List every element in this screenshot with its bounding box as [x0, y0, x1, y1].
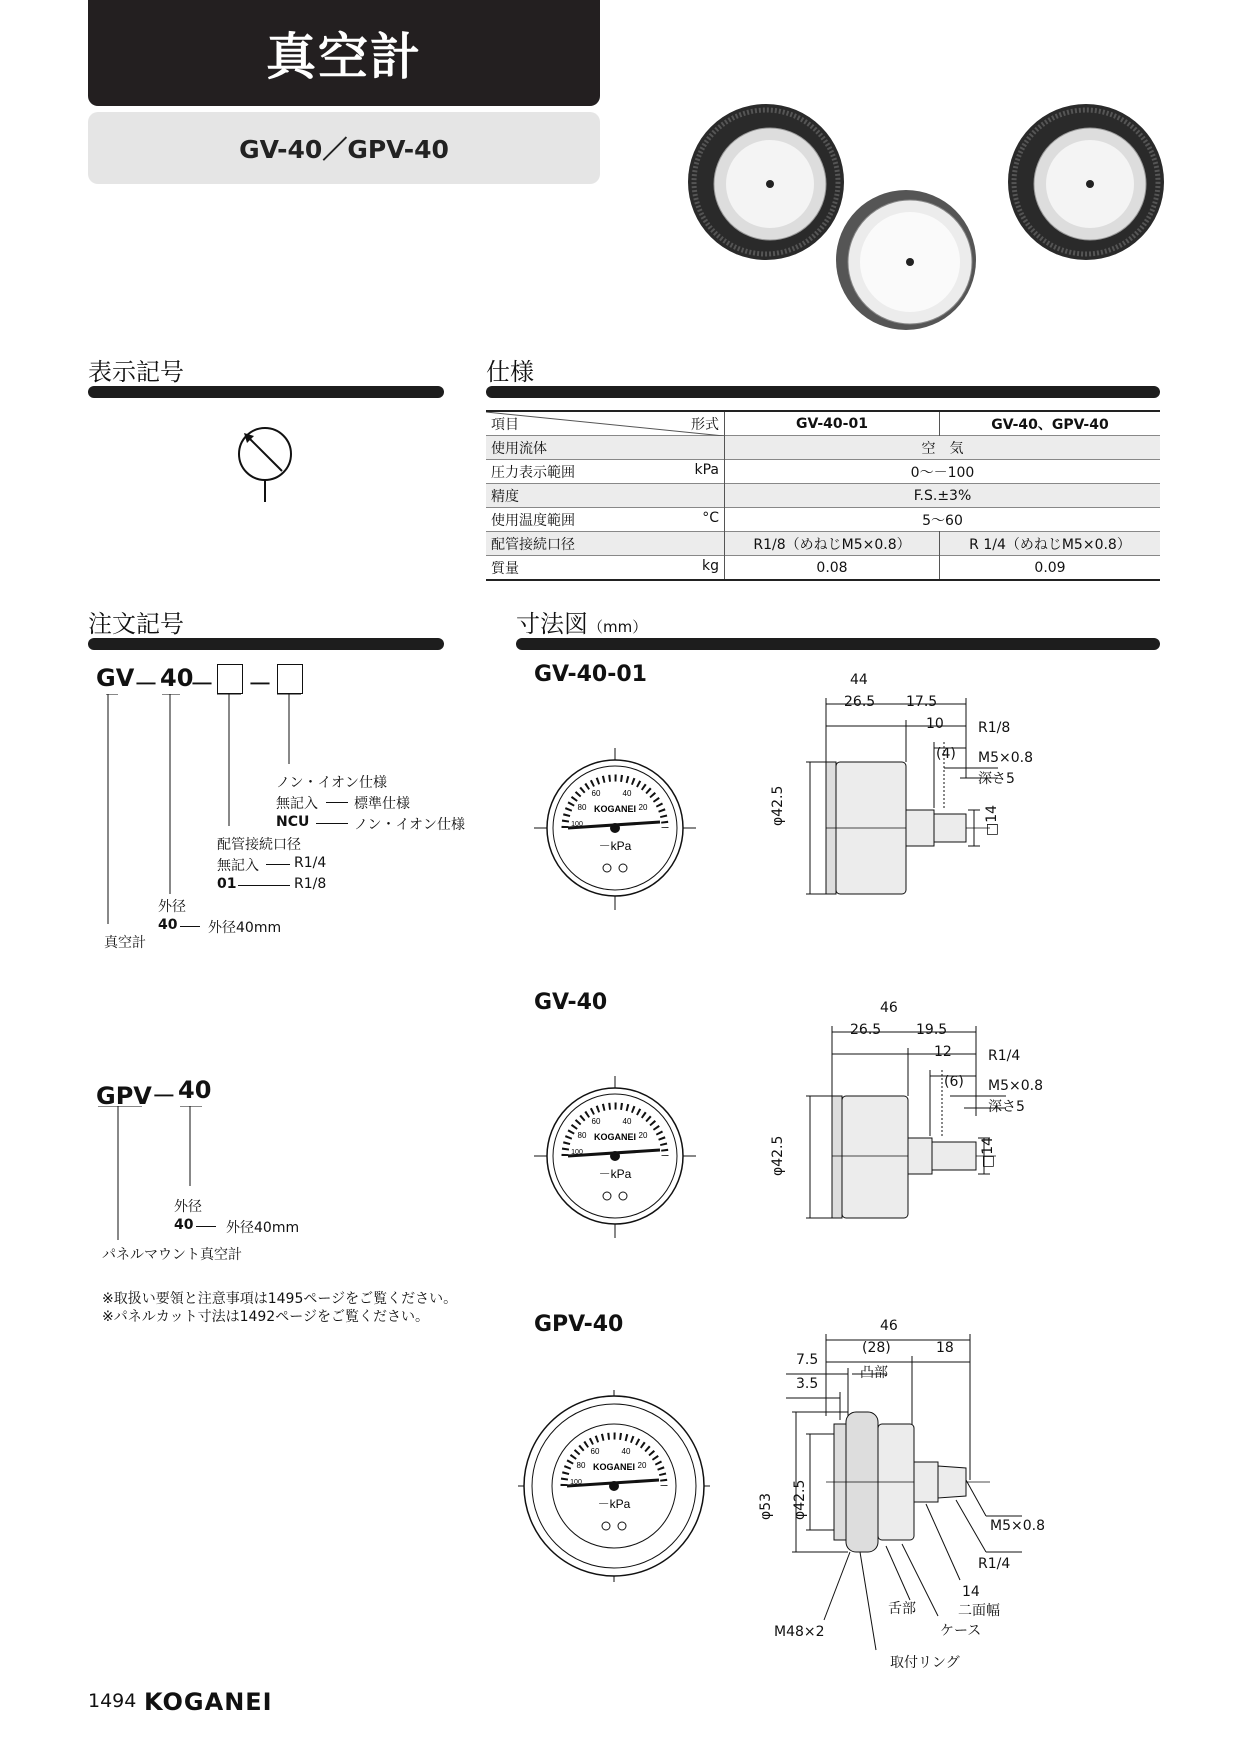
dim-gpv40-zetsu: 舌部 — [888, 1601, 916, 1617]
dim-gv40-front — [530, 1072, 700, 1242]
spec-heading-bar — [486, 386, 1160, 398]
order-gpv-od-title: 外径 — [174, 1199, 202, 1215]
order-heading: 注文記号 — [88, 610, 184, 638]
dim-gpv40-case: ケース — [940, 1623, 982, 1639]
order-gv-ion-opt2-desc: ノン・イオン仕様 — [354, 817, 466, 833]
order-gv-port-opt2-code: 01 — [217, 876, 237, 892]
order-heading-bar — [88, 638, 444, 650]
spec-header-col2: GV-40、GPV-40 — [940, 411, 1161, 436]
dim-gv40-thread: 12 — [934, 1044, 952, 1060]
page-subtitle: GV-40／GPV-40 — [239, 135, 449, 164]
svg-text:100: 100 — [571, 821, 583, 828]
svg-text:60: 60 — [591, 1117, 601, 1126]
gauge-symbol — [230, 420, 300, 504]
dim-gv4001-front — [530, 744, 700, 914]
order-gv-od-desc: 外径40mm — [208, 920, 282, 936]
order-gv-ion-title: ノン・イオン仕様 — [276, 775, 388, 791]
svg-text:40: 40 — [622, 789, 632, 798]
spec-row-port: 配管接続口径 R1/8（めねじM5×0.8） R 1/4（めねじM5×0.8） — [486, 532, 1160, 556]
order-gpv-prefix: GPV－ — [96, 1082, 176, 1110]
symbol-heading: 表示記号 — [88, 358, 184, 386]
order-gv-port-opt1-desc: R1/4 — [294, 855, 327, 871]
dim-gpv40-phi425: φ42.5 — [792, 1479, 808, 1520]
spec-row-range: 圧力表示範囲 kPa 0〜－100 — [486, 460, 1160, 484]
product-photos — [660, 96, 1180, 336]
order-gv-ion-opt1-code: 無記入 — [276, 796, 318, 812]
dim-gv4001-depth: 深さ5 — [978, 771, 1015, 787]
dim-gpv40-front — [514, 1386, 714, 1586]
spec-row-temp: 使用温度範囲 °C 5〜60 — [486, 508, 1160, 532]
dim-heading: 寸法図（mm） — [516, 610, 648, 638]
dim-gv40-side — [770, 996, 1020, 1226]
dim-gv40-body: 26.5 — [850, 1022, 882, 1038]
order-gv-port-title: 配管接続口径 — [217, 837, 301, 853]
dim-gv4001-total: 44 — [850, 672, 868, 688]
order-note-2: ※パネルカット寸法は1492ページをご覧ください。 — [102, 1309, 429, 1325]
order-gv-od-code: 40 — [158, 917, 178, 933]
product-photo-right — [1008, 104, 1164, 260]
page-title-box — [88, 0, 600, 106]
dim-gpv40-phi53: φ53 — [758, 1492, 774, 1520]
product-photo-left — [688, 104, 844, 260]
dim-gv40-r: R1/4 — [988, 1048, 1021, 1064]
dim-heading-bar — [516, 638, 1160, 650]
spec-heading: 仕様 — [486, 358, 534, 386]
dim-gv40-6: (6) — [944, 1074, 964, 1090]
order-gv-port-opt1-code: 無記入 — [217, 858, 259, 874]
dim-gv4001-4: (4) — [936, 746, 956, 762]
product-photo-center — [836, 190, 976, 330]
svg-text:80: 80 — [577, 803, 587, 812]
dim-gv40-port: 19.5 — [916, 1022, 948, 1038]
svg-text:－kPa: －kPa — [598, 1167, 632, 1181]
svg-text:40: 40 — [621, 1447, 631, 1456]
dim-gv40-m5: M5×0.8 — [988, 1078, 1043, 1094]
order-gv-ion-opt2-code: NCU — [276, 814, 310, 830]
spec-row-mass: 質量 kg 0.08 0.09 — [486, 556, 1160, 581]
order-gpv-size: 40 — [178, 1076, 212, 1104]
dim-gpv40-m5: M5×0.8 — [990, 1518, 1045, 1534]
dim-gpv40-28: (28) — [862, 1340, 891, 1356]
spec-table — [486, 410, 1160, 581]
svg-text:60: 60 — [590, 1447, 600, 1456]
dim-gv4001-phi: φ42.5 — [770, 785, 786, 826]
dim-gpv40-label: GPV-40 — [534, 1312, 624, 1337]
order-gpv-leaders — [96, 1106, 216, 1246]
spec-header-item: 項目 形式 — [486, 411, 725, 436]
dim-gv40-phi: φ42.5 — [770, 1135, 786, 1176]
gauge-brand-text: KOGANEI — [593, 804, 637, 814]
dim-gv4001-side — [770, 668, 1010, 898]
dim-unit: （mm） — [588, 618, 648, 636]
dim-gv40-sq: □14 — [980, 1136, 996, 1168]
dim-gv4001-sq: □14 — [984, 804, 1000, 836]
page-title: 真空計 — [266, 28, 422, 86]
dim-gpv40-75: 7.5 — [796, 1352, 819, 1368]
svg-text:－kPa: －kPa — [598, 839, 632, 853]
brand-logo: KOGANEI — [144, 1688, 273, 1716]
dim-gv4001-thread: 10 — [926, 716, 944, 732]
order-gv-port-opt2-desc: R1/8 — [294, 876, 327, 892]
dim-gv40-total: 46 — [880, 1000, 898, 1016]
order-gv-dash1: － — [134, 670, 158, 698]
dim-gpv40-totsu: 凸部 — [860, 1365, 888, 1381]
dim-gpv40-nimen: 二面幅 — [958, 1603, 1000, 1619]
dim-gv4001-body: 26.5 — [844, 694, 876, 710]
order-note-1: ※取扱い要領と注意事項は1495ページをご覧ください。 — [102, 1291, 458, 1307]
order-gpv-od-code: 40 — [174, 1217, 194, 1233]
order-gpv-od-desc: 外径40mm — [226, 1220, 300, 1236]
svg-text:100: 100 — [570, 1479, 582, 1486]
spec-row-fluid: 使用流体 空 気 — [486, 436, 1160, 460]
order-gv-name: 真空計 — [104, 935, 146, 951]
dim-gv4001-port: 17.5 — [906, 694, 938, 710]
svg-text:－kPa: －kPa — [597, 1497, 631, 1511]
order-gv-ion-box — [277, 664, 303, 694]
svg-text:100: 100 — [571, 1149, 583, 1156]
order-gpv-name: パネルマウント真空計 — [102, 1247, 242, 1263]
dim-gpv40-r: R1/4 — [978, 1556, 1011, 1572]
dim-gv4001-m5: M5×0.8 — [978, 750, 1033, 766]
dim-gv40-label: GV-40 — [534, 990, 608, 1015]
svg-text:KOGANEI: KOGANEI — [592, 1462, 636, 1472]
spec-header-row — [486, 411, 1160, 436]
order-gv-od-title: 外径 — [158, 899, 186, 915]
spec-row-accuracy: 精度 F.S.±3% — [486, 484, 1160, 508]
subtitle-box — [88, 112, 600, 184]
spec-header-col1: GV-40-01 — [725, 411, 940, 436]
order-gv-dash3: － — [248, 670, 272, 698]
order-gv-size: 40 — [160, 664, 194, 692]
dim-gpv40-m48: M48×2 — [774, 1624, 825, 1640]
svg-text:20: 20 — [638, 803, 648, 812]
svg-text:60: 60 — [591, 789, 601, 798]
dim-gpv40-total: 46 — [880, 1318, 898, 1334]
svg-text:80: 80 — [576, 1461, 586, 1470]
page-number: 1494 — [88, 1690, 137, 1712]
order-gv-prefix: GV — [96, 664, 135, 692]
svg-text:20: 20 — [638, 1131, 648, 1140]
order-gv-dash2: － — [190, 670, 214, 698]
dim-gpv40-w14: 14 — [962, 1584, 980, 1600]
symbol-heading-bar — [88, 386, 444, 398]
svg-text:KOGANEI: KOGANEI — [593, 1132, 637, 1142]
svg-text:40: 40 — [622, 1117, 632, 1126]
dim-gpv40-35: 3.5 — [796, 1376, 819, 1392]
dim-gv4001-r: R1/8 — [978, 720, 1011, 736]
dim-gpv40-18: 18 — [936, 1340, 954, 1356]
order-gv-port-box — [217, 664, 243, 694]
dim-gv40-depth: 深さ5 — [988, 1099, 1025, 1115]
dim-gv4001-label: GV-40-01 — [534, 662, 647, 687]
svg-text:20: 20 — [637, 1461, 647, 1470]
svg-text:80: 80 — [577, 1131, 587, 1140]
order-gv-ion-opt1-desc: 標準仕様 — [354, 796, 410, 812]
dim-gpv40-ring: 取付リング — [890, 1655, 960, 1671]
